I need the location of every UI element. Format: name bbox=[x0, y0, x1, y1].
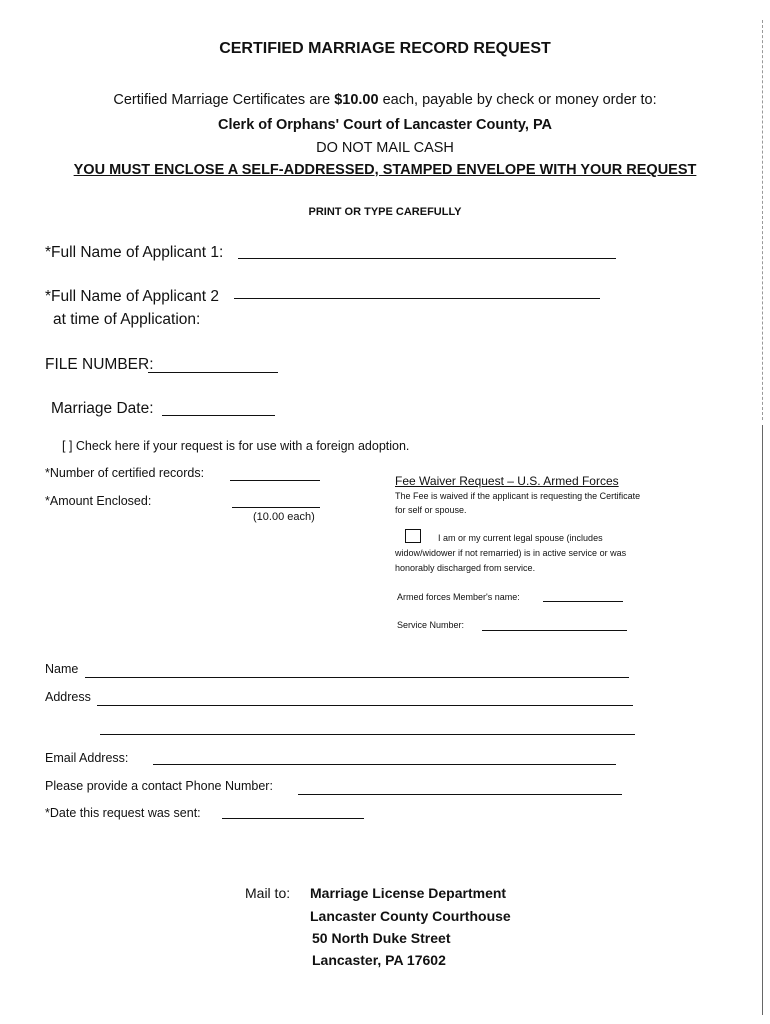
num-records-field[interactable] bbox=[230, 480, 320, 481]
phone-field[interactable] bbox=[298, 794, 622, 795]
file-number-field[interactable] bbox=[148, 372, 278, 373]
fee-waiver-check-line-2: widow/widower if not remarried) is in active service or was bbox=[395, 548, 627, 558]
date-sent-field[interactable] bbox=[222, 818, 364, 819]
email-label: Email Address: bbox=[45, 751, 129, 765]
amount-enclosed-label: *Amount Enclosed: bbox=[45, 494, 152, 508]
fee-waiver-heading: Fee Waiver Request – U.S. Armed Forces bbox=[395, 474, 619, 488]
page-title: CERTIFIED MARRIAGE RECORD REQUEST bbox=[219, 40, 551, 57]
mail-to-line-1: Marriage License Department bbox=[310, 885, 507, 901]
fee-statement bbox=[0, 92, 770, 108]
fee-waiver-desc-1: The Fee is waived if the applicant is requesting the Certificate bbox=[395, 491, 641, 501]
address-field[interactable] bbox=[97, 705, 633, 706]
phone-label: Please provide a contact Phone Number: bbox=[45, 779, 273, 793]
service-number-label: Service Number: bbox=[397, 620, 465, 630]
payee: Clerk of Orphans' Court of Lancaster County, PA bbox=[217, 117, 553, 133]
marriage-date-label: Marriage Date: bbox=[51, 400, 154, 417]
marriage-date-field[interactable] bbox=[162, 415, 275, 416]
applicant2-label-line2: at time of Application: bbox=[53, 311, 201, 328]
mail-to-line-2: Lancaster County Courthouse bbox=[310, 908, 511, 924]
date-sent-label: *Date this request was sent: bbox=[45, 806, 201, 820]
applicant1-label: *Full Name of Applicant 1: bbox=[45, 244, 224, 261]
fee-waiver-check-line-1: I am or my current legal spouse (includes bbox=[438, 533, 603, 543]
mail-to-line-3: 50 North Duke Street bbox=[312, 930, 451, 946]
fee-waiver-checkbox[interactable] bbox=[405, 529, 421, 543]
mail-to-label: Mail to: bbox=[245, 885, 291, 901]
amount-note: (10.00 each) bbox=[253, 511, 315, 523]
email-field[interactable] bbox=[153, 764, 616, 765]
member-name-label: Armed forces Member's name: bbox=[397, 592, 520, 602]
file-number-label: FILE NUMBER: bbox=[45, 356, 154, 373]
applicant2-label: *Full Name of Applicant 2 bbox=[45, 288, 220, 305]
name-label: Name bbox=[45, 662, 79, 676]
name-field[interactable] bbox=[85, 677, 629, 678]
service-number-field[interactable] bbox=[482, 630, 627, 631]
no-cash-notice: DO NOT MAIL CASH bbox=[316, 140, 454, 156]
num-records-label: *Number of certified records: bbox=[45, 466, 205, 480]
page-edge-top bbox=[762, 20, 763, 420]
amount-enclosed-field[interactable] bbox=[232, 507, 320, 508]
address-label: Address bbox=[45, 690, 91, 704]
foreign-adoption-checkbox[interactable]: [ ] Check here if your request is for use with a foreign adoption. bbox=[62, 439, 410, 453]
applicant1-field[interactable] bbox=[238, 258, 616, 259]
fee-waiver-desc-2: for self or spouse. bbox=[395, 505, 467, 515]
fee-price: $10.00 bbox=[334, 92, 379, 108]
fee-statement-suffix: each, payable by check or money order to: bbox=[378, 92, 657, 108]
envelope-notice: YOU MUST ENCLOSE A SELF-ADDRESSED, STAMPED ENVELOPE WITH YOUR REQUEST bbox=[73, 162, 697, 178]
fee-statement-prefix: Certified Marriage Certificates are bbox=[113, 92, 335, 108]
mail-to-line-4: Lancaster, PA 17602 bbox=[312, 952, 446, 968]
print-notice: PRINT OR TYPE CAREFULLY bbox=[308, 206, 462, 218]
applicant2-field[interactable] bbox=[234, 298, 600, 299]
member-name-field[interactable] bbox=[543, 601, 623, 602]
address-field-line-2[interactable] bbox=[100, 734, 635, 735]
fee-waiver-check-line-3: honorably discharged from service. bbox=[395, 563, 536, 573]
page-edge-bottom bbox=[762, 425, 763, 1015]
